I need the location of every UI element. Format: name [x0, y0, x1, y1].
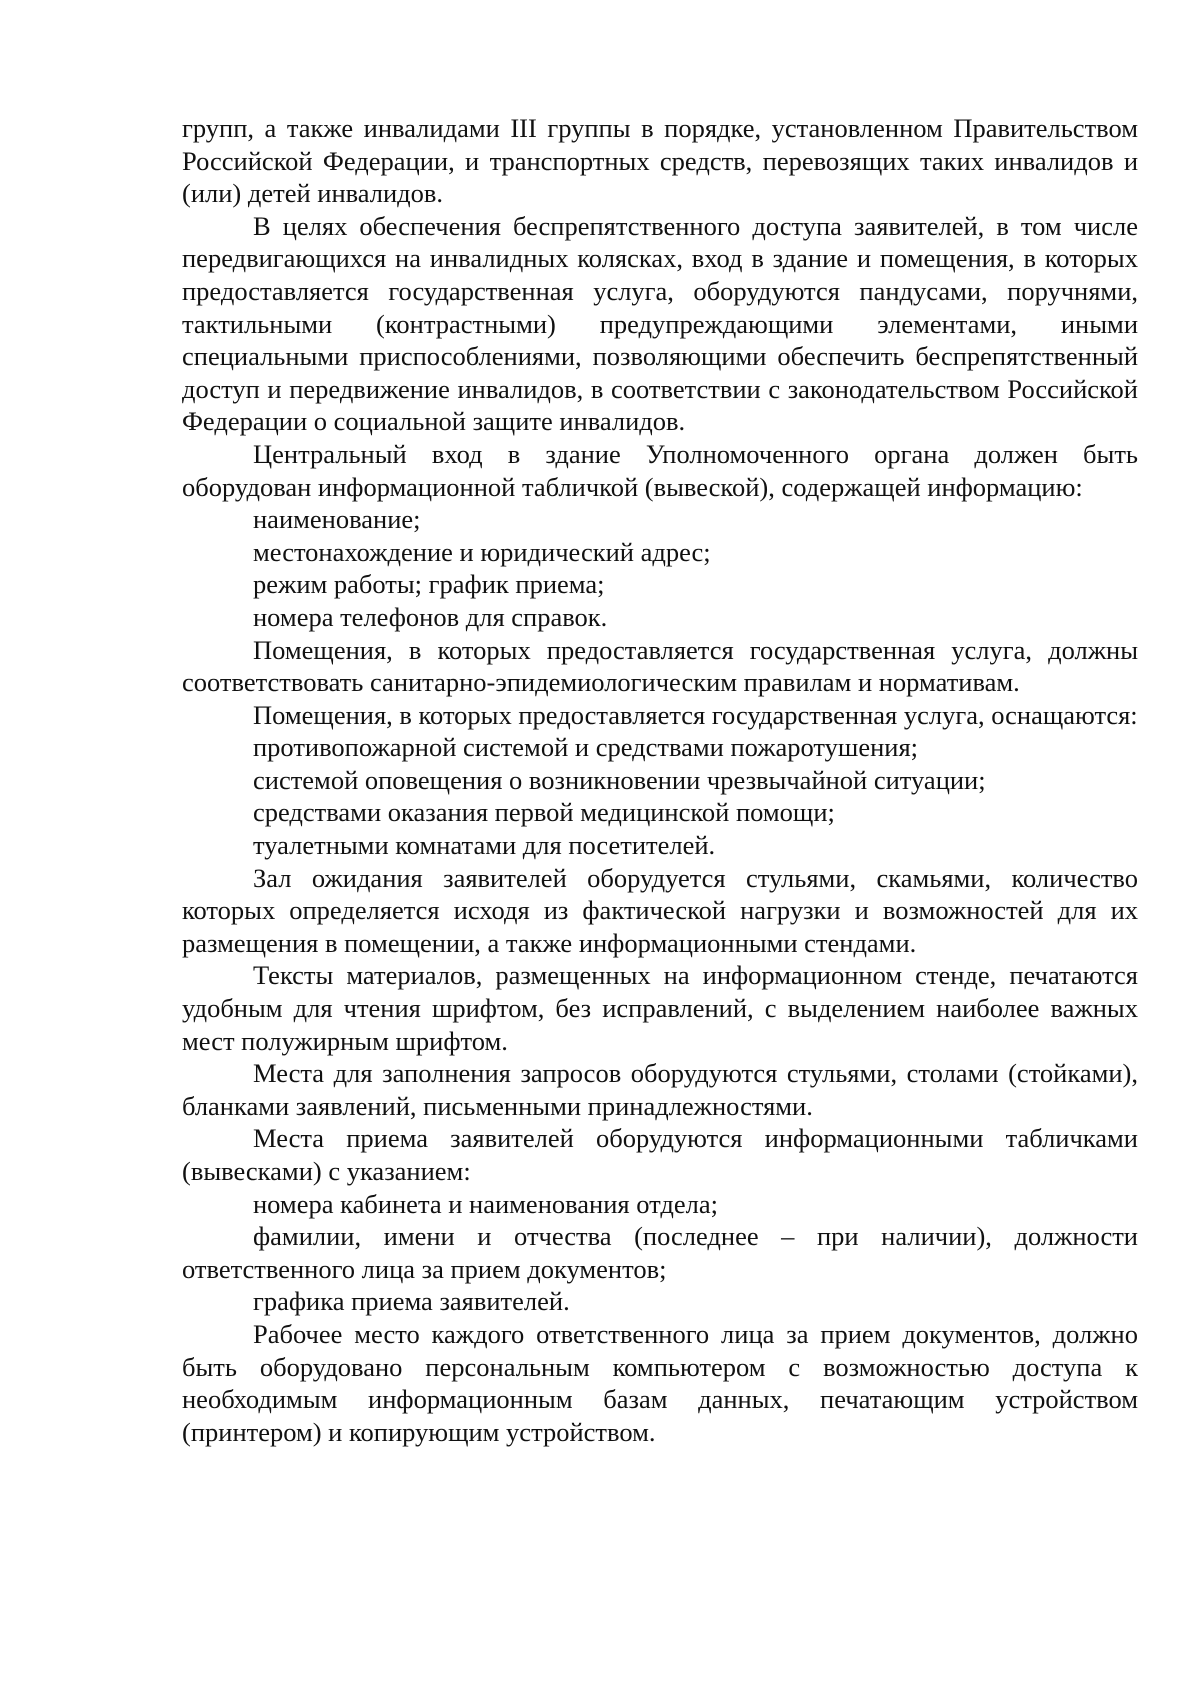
list-item: режим работы; график приема;: [253, 569, 605, 600]
list-item: номера кабинета и наименования отдела;: [253, 1188, 718, 1219]
paragraph-sanitary: Помещения, в которых предоставляется государственная услуга, должны соответствовать санитарно-эпидемиологическим правилам и нормативам.: [182, 634, 1138, 698]
paragraph-stand-texts: Тексты материалов, размещенных на информационном стенде, печатаются удобным для чтения шрифтом, без исправлений, с выделением наиболее важных мест полужирным шрифтом.: [182, 960, 1138, 1056]
list-item: наименование;: [253, 504, 421, 535]
paragraph-reception-places: Места приема заявителей оборудуются информационными табличками (вывесками) с указанием:: [182, 1123, 1138, 1186]
paragraph-request-places: Места для заполнения запросов оборудуются стульями, столами (стойками), бланками заявлений, письменными принадлежностями.: [182, 1058, 1138, 1121]
list-item: противопожарной системой и средствами пожаротушения;: [253, 732, 918, 763]
list-item: средствами оказания первой медицинской помощи;: [253, 797, 835, 828]
list-item: туалетными комнатами для посетителей.: [253, 830, 716, 861]
paragraph-entrance-sign: Центральный вход в здание Уполномоченного органа должен быть оборудован информационной табличкой (вывеской), содержащей информацию:: [182, 438, 1138, 502]
list-item: номера телефонов для справок.: [253, 601, 608, 632]
paragraph-continuation: групп, а также инвалидами III группы в порядке, установленном Правительством Российской Федерации, и транспортных средств, перевозящих таких инвалидов и (или) детей инвалидов.: [182, 113, 1138, 209]
list-item: местонахождение и юридический адрес;: [253, 536, 711, 567]
paragraph-accessibility: В целях обеспечения беспрепятственного доступа заявителей, в том числе передвигающихся на инвалидных колясках, вход в здание и помещения, в которых предоставляется государственная услуга, оборудуются пандусами, поручнями, тактильными (контрастными) предупреждающими элементами, иными специальными приспособлениями, позволяющими обеспечить беспрепятственный доступ и передвижение инвалидов, в соответствии с законодательством Российской Федерации о социальной защите инвалидов.: [182, 210, 1138, 437]
paragraph-waiting-hall: Зал ожидания заявителей оборудуется стульями, скамьями, количество которых определяется исходя из фактической нагрузки и возможностей для их размещения в помещении, а также информационными стендами.: [182, 862, 1138, 958]
paragraph-equipment: Помещения, в которых предоставляется государственная услуга, оснащаются:: [253, 699, 1138, 730]
list-item: системой оповещения о возникновении чрезвычайной ситуации;: [253, 764, 986, 795]
list-item: графика приема заявителей.: [253, 1286, 570, 1317]
paragraph-workplace: Рабочее место каждого ответственного лица за прием документов, должно быть оборудовано персональным компьютером с возможностью доступа к необходимым информационным базам данных, печатающим устройством (принтером) и копирующим устройством.: [182, 1318, 1138, 1447]
document-page: [182, 112, 1138, 1448]
list-item: фамилии, имени и отчества (последнее – при наличии), должности ответственного лица за прием документов;: [182, 1221, 1138, 1284]
